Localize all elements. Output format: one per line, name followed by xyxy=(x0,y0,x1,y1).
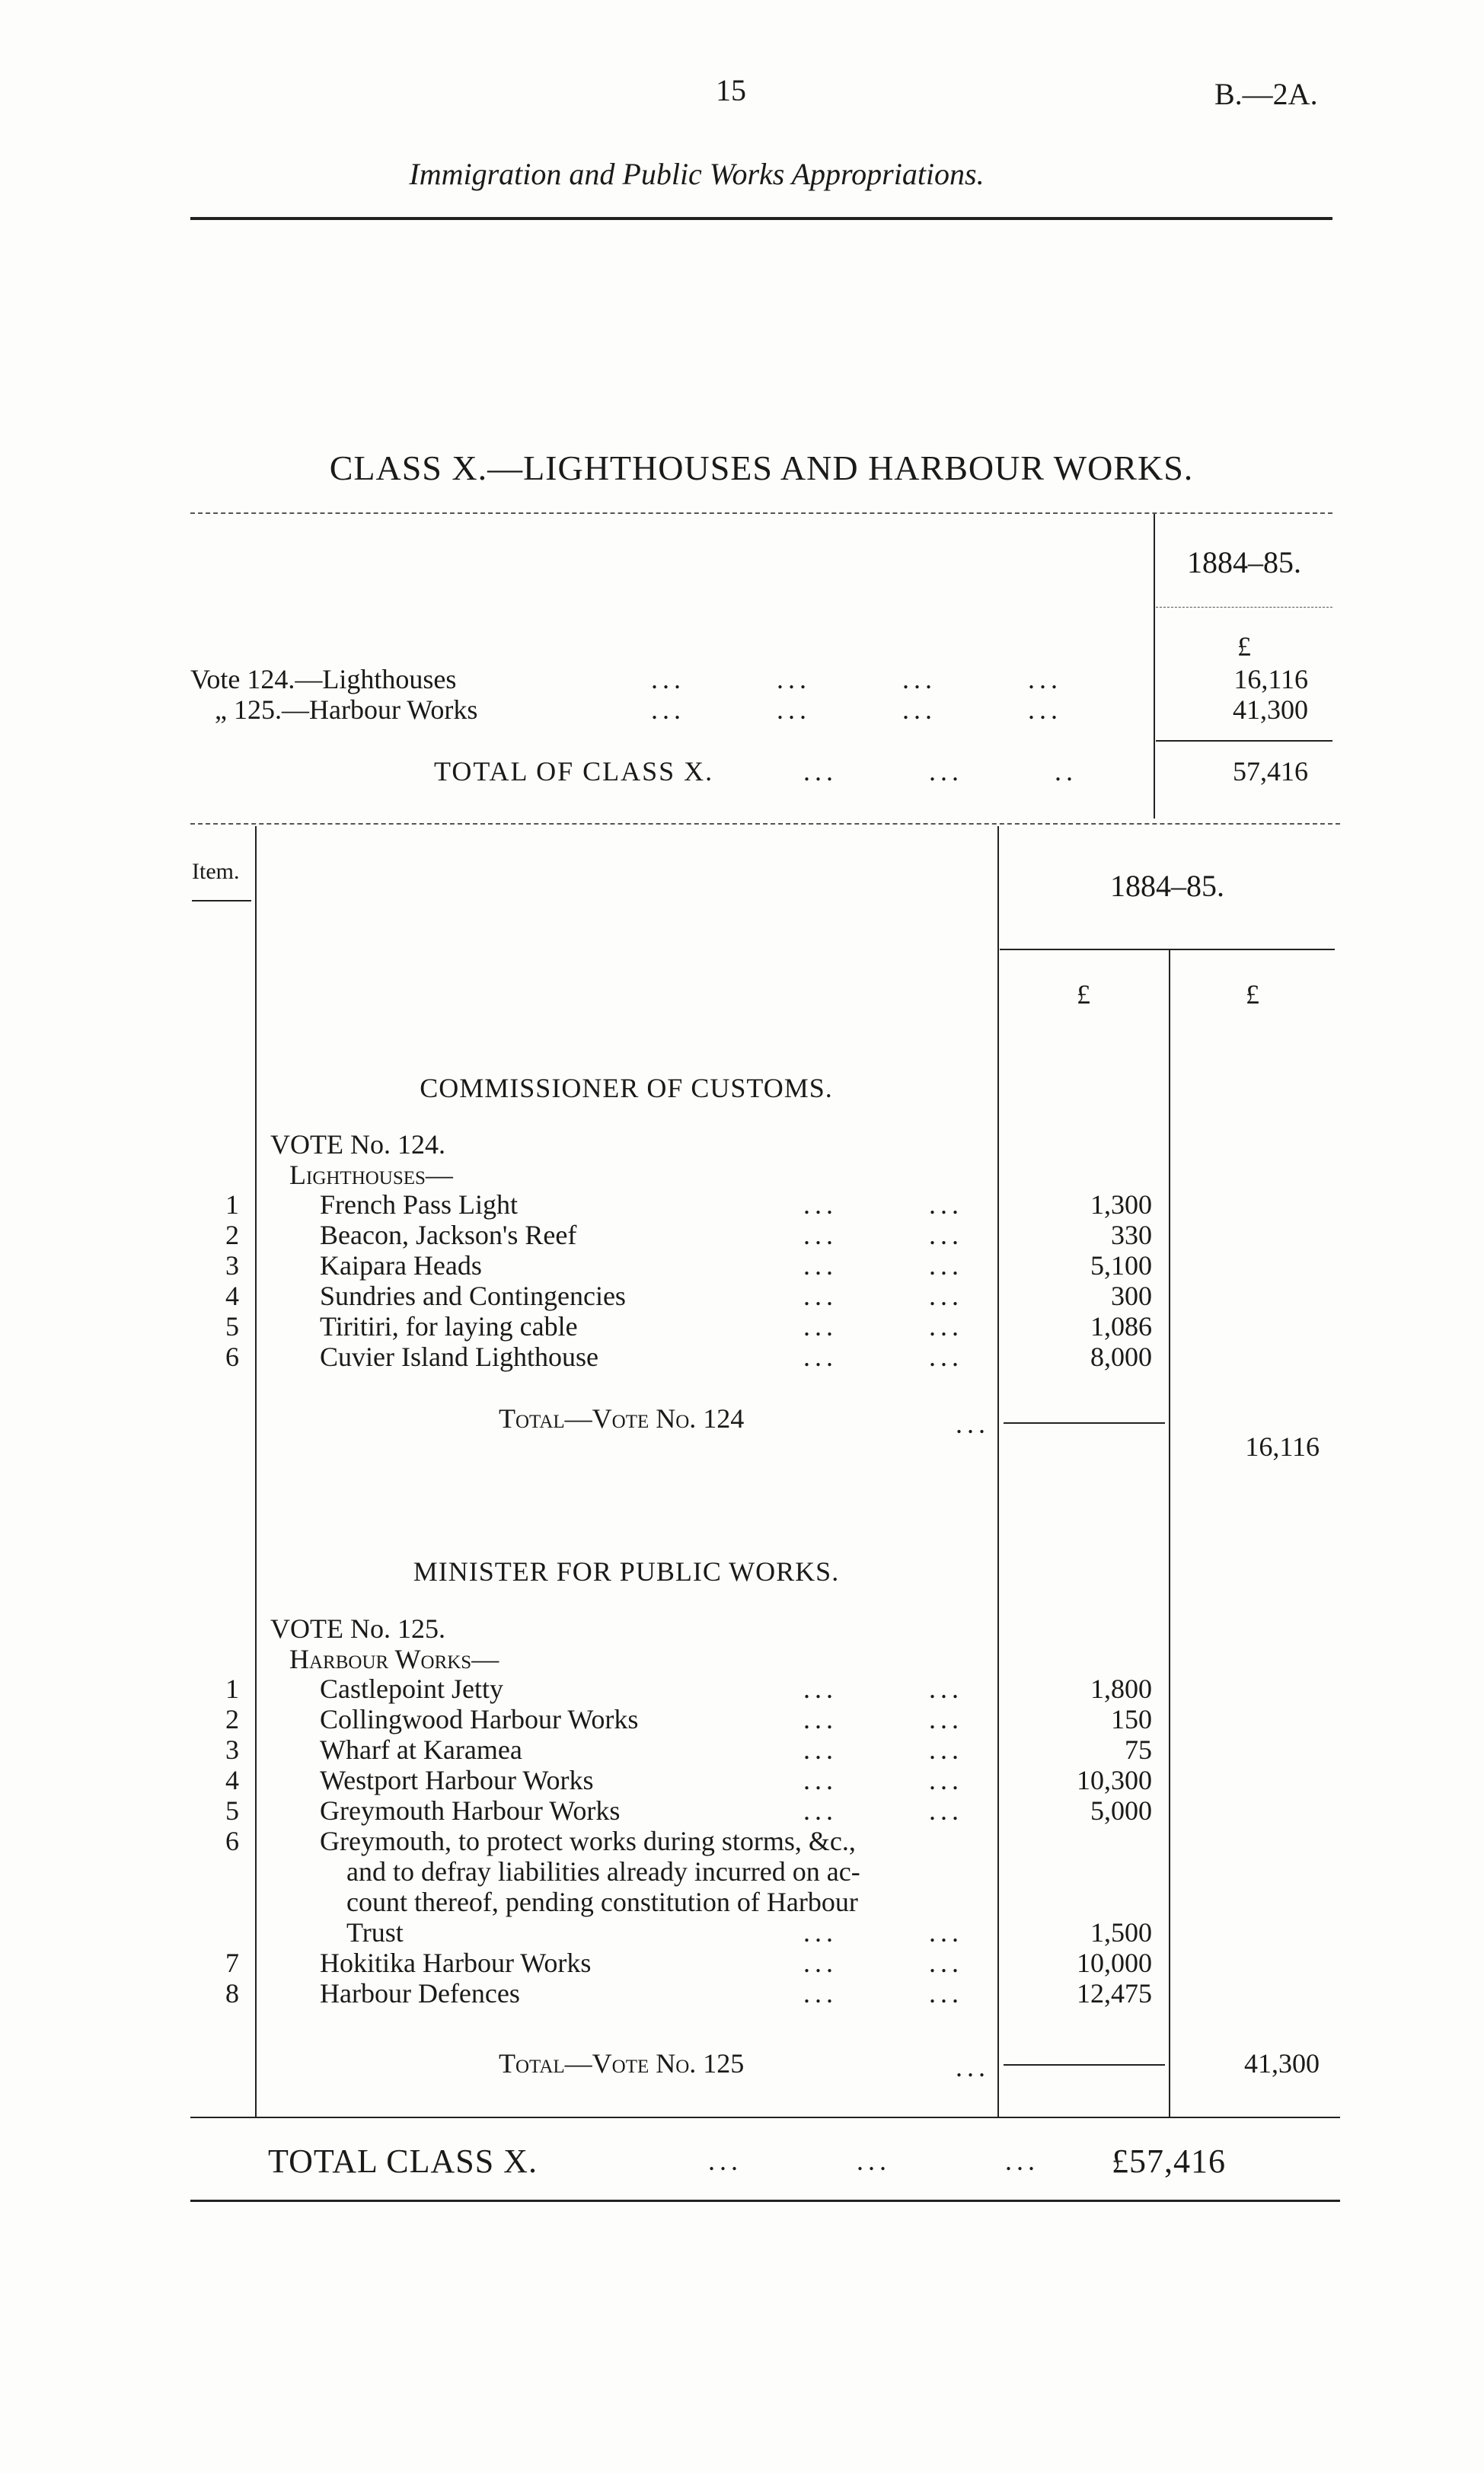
item-amount: 300 xyxy=(1111,1281,1152,1311)
item-description: Collingwood Harbour Works xyxy=(320,1704,639,1734)
item-description: Cuvier Island Lighthouse xyxy=(320,1342,598,1372)
item-number: 6 xyxy=(225,1342,239,1372)
item-number: 3 xyxy=(225,1250,239,1281)
item-description: Westport Harbour Works xyxy=(320,1765,594,1795)
vote-total-label: Total—Vote No. 125 xyxy=(499,2048,745,2079)
item-amount: 1,800 xyxy=(1090,1674,1152,1704)
item-description-line: Greymouth, to protect works during storms, &c., xyxy=(320,1826,856,1856)
item-amount: 1,086 xyxy=(1090,1311,1152,1342)
summary-top-rule xyxy=(190,512,1332,514)
item-header-rule xyxy=(192,900,251,901)
item-dots: ... ... xyxy=(803,1765,963,1795)
vote-total-dots: ... xyxy=(956,1409,990,1439)
item-dots: ... ... xyxy=(803,1342,963,1372)
department-heading: MINISTER FOR PUBLIC WORKS. xyxy=(413,1556,840,1587)
item-description: Tiritiri, for laying cable xyxy=(320,1311,578,1342)
item-dots: ... ... xyxy=(803,1220,963,1250)
item-number: 8 xyxy=(225,1978,239,2009)
item-number: 2 xyxy=(225,1220,239,1250)
summary-row-amount: 16,116 xyxy=(1233,664,1308,694)
page-number: 15 xyxy=(716,73,746,107)
item-description: Castlepoint Jetty xyxy=(320,1674,503,1704)
item-amount: 10,000 xyxy=(1077,1948,1152,1978)
vote-total-dots: ... xyxy=(956,2052,990,2082)
summary-row-label: Vote 124.—Lighthouses xyxy=(190,664,457,694)
item-amount: 5,000 xyxy=(1090,1795,1152,1826)
item-dots: ... ... xyxy=(803,1978,963,2009)
summary-year-rule xyxy=(1156,607,1332,608)
department-heading: COMMISSIONER OF CUSTOMS. xyxy=(420,1073,833,1103)
summary-row-vote-125 xyxy=(215,694,477,725)
item-number: 3 xyxy=(225,1734,239,1765)
summary-total-rule xyxy=(1156,740,1332,742)
vote-total-rule xyxy=(1004,1422,1165,1424)
currency-col2: £ xyxy=(1246,979,1259,1010)
running-title: Immigration and Public Works Appropriations. xyxy=(409,157,985,191)
item-dots: ... ... xyxy=(803,1674,963,1704)
document-reference: B.—2A. xyxy=(1214,77,1318,111)
item-description: Beacon, Jackson's Reef xyxy=(320,1220,577,1250)
grand-total-label: TOTAL CLASS X. xyxy=(268,2143,538,2180)
grand-total-top-rule xyxy=(190,2117,1340,2118)
detail-top-rule xyxy=(190,823,1340,825)
summary-row-label: „ 125.—Harbour Works xyxy=(215,694,478,725)
vote-heading: VOTE No. 124. xyxy=(270,1129,445,1160)
grand-total-amount: £57,416 xyxy=(1112,2143,1226,2180)
item-dots: ... ... xyxy=(803,1948,963,1978)
item-description: Hokitika Harbour Works xyxy=(320,1948,592,1978)
item-number: 5 xyxy=(225,1795,239,1826)
item-number: 1 xyxy=(225,1189,239,1220)
vote-total-label: Total—Vote No. 124 xyxy=(499,1403,745,1434)
detail-year-header: 1884–85. xyxy=(1110,869,1224,903)
subhead: Lighthouses— xyxy=(289,1160,453,1190)
summary-row-dots: ... ... ... ... xyxy=(651,694,1062,725)
item-description: Greymouth Harbour Works xyxy=(320,1795,621,1826)
item-number: 5 xyxy=(225,1311,239,1342)
item-amount: 10,300 xyxy=(1077,1765,1152,1795)
item-description: Kaipara Heads xyxy=(320,1250,482,1281)
summary-total-label: TOTAL OF CLASS X. xyxy=(434,756,714,787)
item-header: Item. xyxy=(192,859,240,884)
item-description: Wharf at Karamea xyxy=(320,1734,522,1765)
item-dots: ... ... xyxy=(803,1704,963,1734)
amount-column-divider xyxy=(997,826,999,2117)
vote-total-rule xyxy=(1004,2064,1165,2066)
item-number: 2 xyxy=(225,1704,239,1734)
summary-row-dots: ... ... ... ... xyxy=(651,664,1062,694)
item-number: 4 xyxy=(225,1765,239,1795)
item-dots: ... ... xyxy=(803,1917,963,1948)
item-number: 4 xyxy=(225,1281,239,1311)
grand-total-dots: ... ... ... xyxy=(708,2146,1039,2176)
summary-column-divider xyxy=(1154,514,1155,818)
item-dots: ... ... xyxy=(803,1795,963,1826)
vote-total-amount: 41,300 xyxy=(1244,2048,1320,2079)
item-number: 7 xyxy=(225,1948,239,1978)
subtotal-column-divider xyxy=(1169,950,1170,2117)
item-column-divider xyxy=(255,826,257,2117)
item-amount: 150 xyxy=(1111,1704,1152,1734)
item-description: Harbour Defences xyxy=(320,1978,520,2009)
item-amount: 1,300 xyxy=(1090,1189,1152,1220)
item-amount: 330 xyxy=(1111,1220,1152,1250)
item-amount: 5,100 xyxy=(1090,1250,1152,1281)
summary-row-amount: 41,300 xyxy=(1233,694,1308,725)
subhead: Harbour Works— xyxy=(289,1644,499,1674)
item-dots: ... ... xyxy=(803,1250,963,1281)
item-description-line: count thereof, pending constitution of Harbour xyxy=(346,1887,858,1917)
item-description-line: Trust xyxy=(346,1917,404,1948)
summary-total-amount: 57,416 xyxy=(1233,756,1308,787)
currency-col1: £ xyxy=(1077,979,1090,1010)
header-rule xyxy=(190,217,1332,220)
summary-row-vote-124 xyxy=(190,664,456,694)
item-number: 1 xyxy=(225,1674,239,1704)
item-amount: 75 xyxy=(1125,1734,1152,1765)
item-dots: ... ... xyxy=(803,1311,963,1342)
grand-total-bottom-rule xyxy=(190,2200,1340,2202)
item-description-line: and to defray liabilities already incurred on ac- xyxy=(346,1856,860,1887)
item-amount: 12,475 xyxy=(1077,1978,1152,2009)
item-description: French Pass Light xyxy=(320,1189,518,1220)
item-dots: ... ... xyxy=(803,1734,963,1765)
summary-year-header: 1884–85. xyxy=(1187,545,1301,579)
vote-heading: VOTE No. 125. xyxy=(270,1613,445,1644)
item-number: 6 xyxy=(225,1826,239,1856)
summary-total-dots: ... ... .. xyxy=(803,756,1077,787)
item-amount: 1,500 xyxy=(1090,1917,1152,1948)
vote-total-amount: 16,116 xyxy=(1245,1431,1320,1462)
item-dots: ... ... xyxy=(803,1189,963,1220)
item-dots: ... ... xyxy=(803,1281,963,1311)
item-description: Sundries and Contingencies xyxy=(320,1281,626,1311)
summary-currency: £ xyxy=(1237,631,1251,662)
item-amount: 8,000 xyxy=(1090,1342,1152,1372)
class-title: CLASS X.—LIGHTHOUSES AND HARBOUR WORKS. xyxy=(329,448,1194,487)
detail-year-rule xyxy=(1000,949,1335,950)
